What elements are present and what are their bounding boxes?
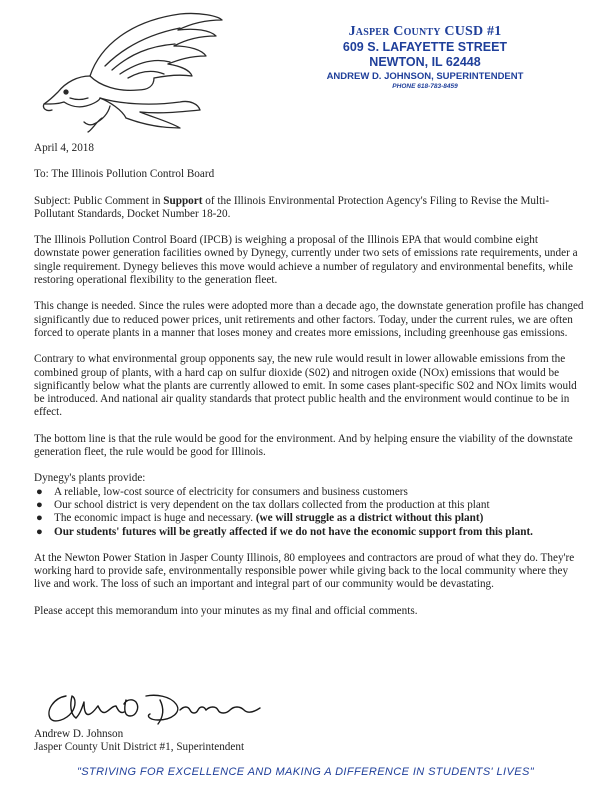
signature-block bbox=[34, 728, 244, 755]
footer-motto: "STRIVING FOR EXCELLENCE AND MAKING A DIFFERENCE IN STUDENTS' LIVES" bbox=[76, 766, 534, 778]
bullet-icon: ● bbox=[36, 498, 43, 511]
letter-date: April 4, 2018 bbox=[34, 142, 94, 154]
bullet-icon: ● bbox=[36, 512, 43, 525]
paragraph-change-needed: This change is needed. Since the rules were adopted more than a decade ago, the downstate generation profile has changed significantly due to reduced power prices, unit retirements and other factors. Today, under the current rules, we are often forced to operate plants in a manner that loses money and creates more emissions, including greenhouse gas emissions. bbox=[34, 300, 584, 339]
signer-name: Andrew D. Johnson bbox=[34, 728, 124, 740]
subject-support: Support bbox=[163, 194, 203, 207]
signature bbox=[40, 686, 270, 730]
benefits-list bbox=[34, 486, 584, 539]
superintendent-line: ANDREW D. JOHNSON, SUPERINTENDENT bbox=[326, 71, 524, 82]
letterhead bbox=[310, 24, 540, 90]
signer-title: Jasper County Unit District #1, Superintendent bbox=[34, 741, 245, 754]
list-item: ● Our students' futures will be greatly affected if we do not have the economic support from this plant. bbox=[36, 525, 533, 538]
phone-number: PHONE 618-783-8459 bbox=[392, 83, 458, 90]
recipient-line: To: The Illinois Pollution Control Board bbox=[34, 168, 215, 181]
eagle-logo bbox=[30, 6, 225, 134]
paragraph-bottom-line: The bottom line is that the rule would be good for the environment. And by helping ensure the viability of the downstate generation fleet, the rule would be good for Illinois. bbox=[34, 432, 573, 459]
paragraph-ipcb: The Illinois Pollution Control Board (IPCB) is weighing a proposal of the Illinois EPA that would combine eight downstate power generation facilities owned by Dynegy, currently under two sets of emissions rate requirements, under a single requirement. Dynegy believes this move would achieve a number of regulatory and environmental benefits, while restoring operational flexibility to the generation fleet. bbox=[34, 234, 578, 287]
bullet-icon: ● bbox=[36, 525, 43, 538]
subject-rest: of the Illinois Environmental Protection Agency's Filing to Revise the Multi-Pollutant Standards, Docket Number 18-20. bbox=[34, 194, 550, 220]
paragraph-newton: At the Newton Power Station in Jasper County Illinois, 80 employees and contractors are proud of what they do. They're working hard to provide safe, environmentally responsible power while giving back to the local community where they live and work. The loss of such an important and integral part of our community would be devastating. bbox=[34, 551, 575, 591]
closing-request: Please accept this memorandum into your minutes as my final and official comments. bbox=[34, 604, 418, 617]
paragraph-emissions: Contrary to what environmental group opponents say, the new rule would result in lower allowable emissions from the combined group of plants, with a hard cap on sulfur dioxide (S02) and nitrogen oxide (NOx) emissions that would be significantly below what the plants are currently allowed to emit. In some cases plant-specific S02 and NOx limits would be introduced. And national air quality standards that protect public health and the environment would continue to be in effect. bbox=[34, 353, 577, 419]
letter-body bbox=[34, 142, 584, 618]
street-address: 609 S. LAFAYETTE STREET bbox=[342, 40, 508, 54]
city-state-zip: NEWTON, IL 62448 bbox=[369, 55, 481, 69]
bullet-icon: ● bbox=[36, 485, 43, 498]
list-item: ● The economic impact is huge and necessary. (we will struggle as a district without this plant) bbox=[36, 512, 484, 525]
subject-prefix: Subject: Public Comment in bbox=[34, 194, 164, 207]
list-item: ● A reliable, low-cost source of electricity for consumers and business customers bbox=[36, 485, 408, 498]
list-intro: Dynegy's plants provide: bbox=[34, 472, 146, 485]
district-name: Jasper County CUSD #1 bbox=[348, 24, 502, 39]
subject-line bbox=[34, 195, 584, 222]
list-item: ● Our school district is very dependent on the tax dollars collected from the production at this plant bbox=[36, 498, 490, 511]
